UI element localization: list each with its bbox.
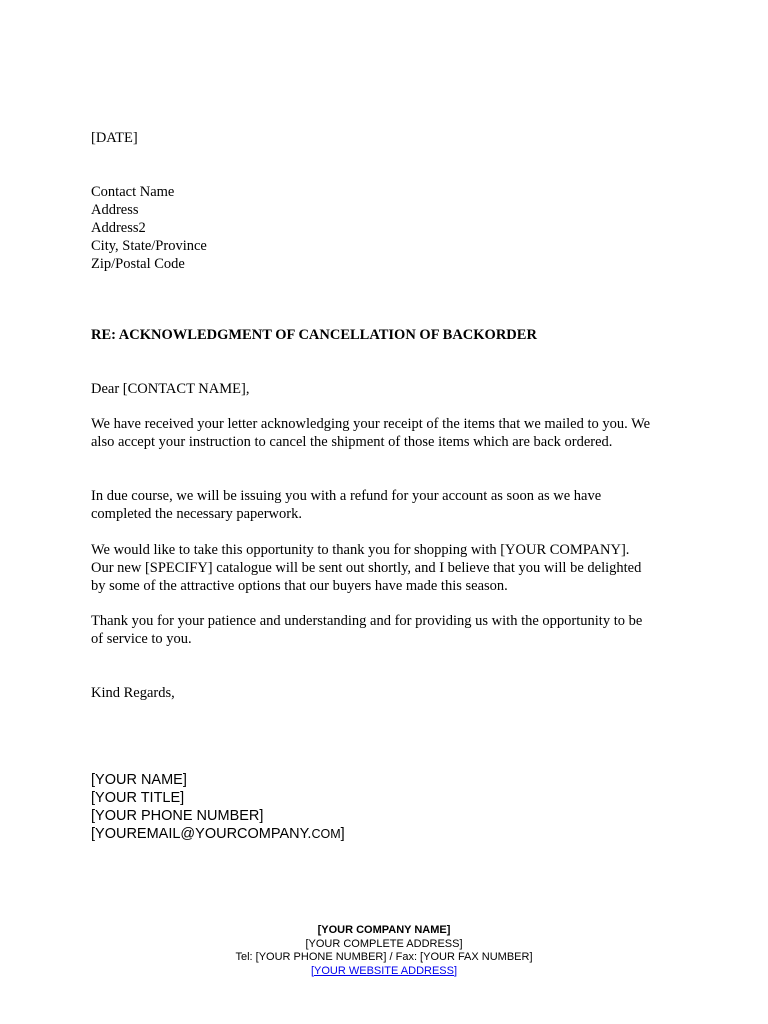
paragraph-line: We have received your letter acknowledging your receipt of the items that we mailed to you. We: [91, 416, 651, 432]
paragraph-line: by some of the attractive options that our buyers have made this season.: [91, 578, 508, 594]
paragraph-line: We would like to take this opportunity to thank you for shopping with [YOUR COMPANY].: [91, 542, 630, 558]
paragraph-1: [91, 415, 691, 451]
paragraph-3: [91, 541, 691, 595]
footer-website-link[interactable]: [YOUR WEBSITE ADDRESS]: [310, 964, 458, 977]
signature-title: [YOUR TITLE]: [91, 790, 185, 806]
salutation-text: Dear [CONTACT NAME],: [91, 381, 250, 397]
signature-block: [91, 771, 691, 843]
recipient-line: Contact Name: [91, 184, 175, 200]
recipient-line: Zip/Postal Code: [91, 256, 185, 272]
paragraph-line: Our new [SPECIFY] catalogue will be sent out shortly, and I believe that you will be delighted: [91, 560, 642, 576]
paragraph-line: In due course, we will be issuing you with a refund for your account as soon as we have: [91, 488, 602, 504]
paragraph-line: completed the necessary paperwork.: [91, 506, 302, 522]
date: [91, 129, 691, 147]
footer-company: [YOUR COMPANY NAME]: [317, 924, 451, 936]
signature-email-main: [YOUREMAIL@YOURCOMPANY.: [91, 826, 312, 842]
signature-phone: [YOUR PHONE NUMBER]: [91, 808, 264, 824]
recipient-line: Address: [91, 202, 139, 218]
signature-email-end: ]: [340, 826, 345, 842]
date-text: [DATE]: [91, 130, 138, 146]
paragraph-line: Thank you for your patience and understanding and for providing us with the opportunity to be: [91, 613, 643, 629]
subject-line: [91, 326, 691, 344]
paragraph-2: [91, 487, 691, 523]
footer-address: [YOUR COMPLETE ADDRESS]: [305, 937, 463, 950]
paragraph-line: also accept your instruction to cancel the shipment of those items which are back ordered.: [91, 434, 613, 450]
footer-contact: Tel: [YOUR PHONE NUMBER] / Fax: [YOUR FAX NUMBER]: [235, 951, 533, 963]
salutation: [91, 380, 691, 398]
recipient-line: Address2: [91, 220, 146, 236]
subject-text: RE: ACKNOWLEDGMENT OF CANCELLATION OF BACKORDER: [91, 327, 537, 343]
signature-email-domain: COM: [311, 827, 341, 841]
closing: [91, 684, 691, 702]
page-footer: [0, 924, 768, 978]
paragraph-4: [91, 612, 691, 648]
recipient-line: City, State/Province: [91, 238, 207, 254]
signature-email: [91, 825, 691, 843]
paragraph-line: of service to you.: [91, 631, 192, 647]
recipient-address: [91, 183, 691, 273]
closing-text: Kind Regards,: [91, 685, 175, 701]
signature-name: [YOUR NAME]: [91, 772, 187, 788]
